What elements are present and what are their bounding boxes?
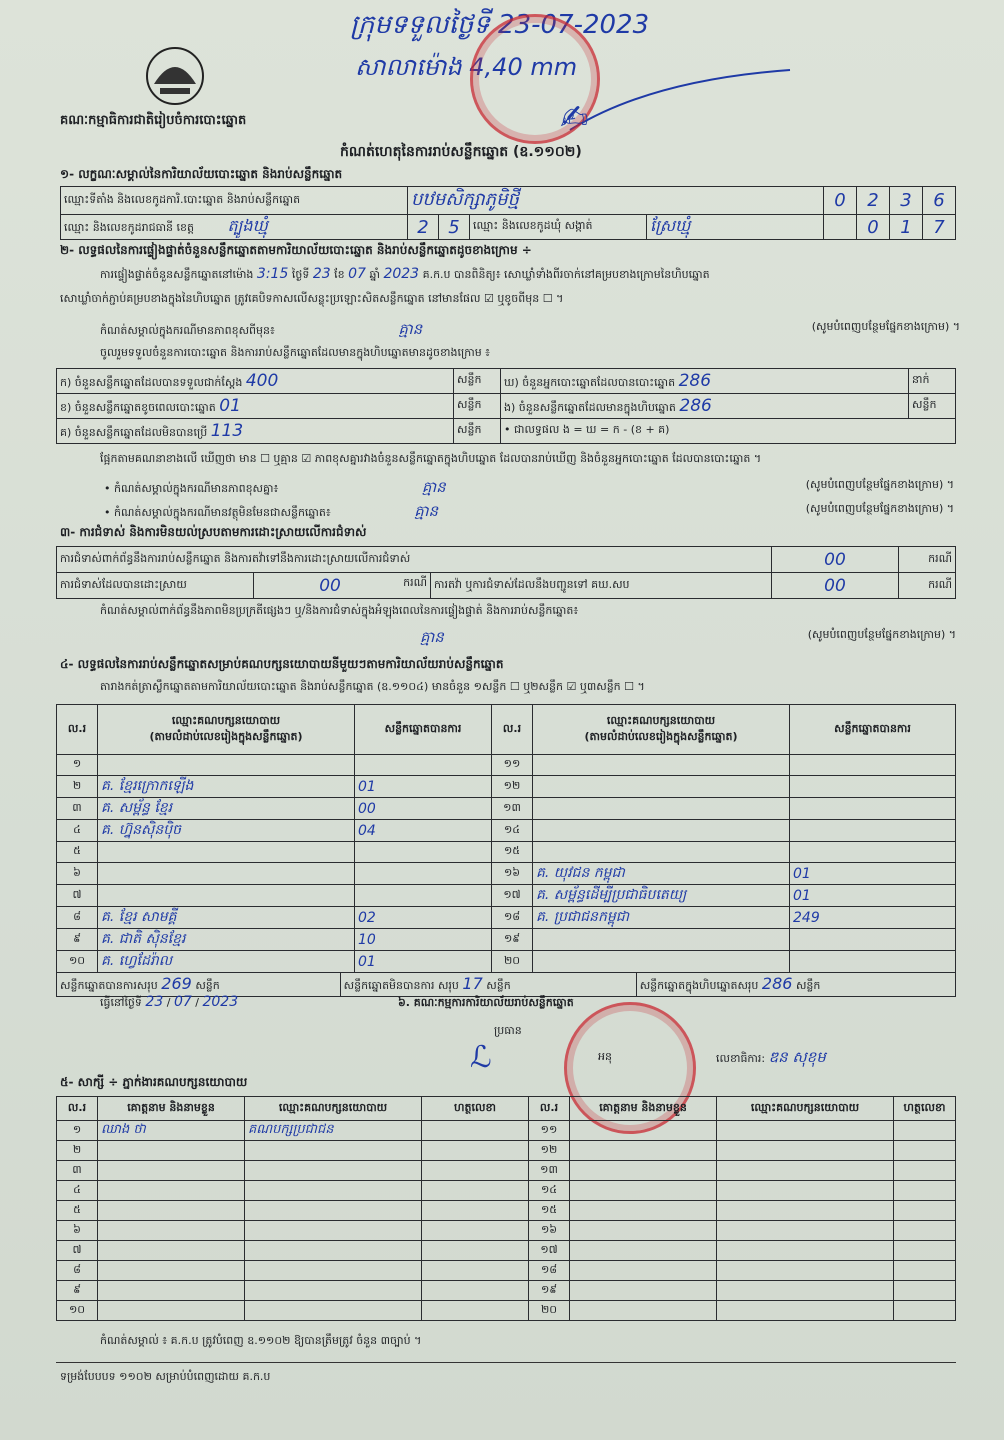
- table-row: [57, 755, 956, 776]
- row-no: ១២: [529, 1141, 570, 1161]
- footer-divider: [56, 1362, 956, 1363]
- witness-col-no: ល.រ: [529, 1097, 570, 1121]
- member-label: អនុ: [598, 1050, 612, 1063]
- table-row: [57, 842, 956, 863]
- party-name: គ. ខ្មែរ សាមគ្គី: [98, 907, 355, 929]
- commune-code-digit: 7: [923, 215, 956, 240]
- col-no: ល.រ: [57, 705, 98, 755]
- party-name: [98, 755, 355, 776]
- month-value: 07: [348, 266, 366, 282]
- table-row: [57, 1121, 956, 1141]
- col-party-sub: (តាមលំដាប់លេខរៀងក្នុងសន្លឹកឆ្នោត): [149, 729, 303, 743]
- handwritten-received-date: ក្រុមទទួលថ្ងៃទី 23-07-2023: [350, 10, 650, 40]
- row-no: ១៥: [492, 842, 533, 863]
- row-no: ១៣: [529, 1161, 570, 1181]
- witness-party: [245, 1201, 422, 1221]
- witness-party: [717, 1221, 894, 1241]
- witness-name: [98, 1161, 245, 1181]
- witness-signature: [894, 1241, 956, 1261]
- section1-title: ១- លក្ខណៈសម្គាល់នៃការិយាល័យបោះឆ្នោត និងរាប់សន្លឹកឆ្នោត: [60, 167, 343, 181]
- bullet2-suffix: (សូមបំពេញបន្ថែមផ្នែកខាងក្រោម) ។: [805, 502, 954, 515]
- row-no: ៤: [57, 1181, 98, 1201]
- count-unit: សន្លឹក: [454, 419, 501, 444]
- vote-count: 249: [790, 907, 956, 929]
- witness-col-name: គោត្តនាម និងនាមខ្លួន: [98, 1097, 245, 1121]
- witness-party: [245, 1181, 422, 1201]
- province-code-digit: 5: [439, 215, 470, 240]
- table-row: [57, 1221, 956, 1241]
- objections-table: [56, 546, 956, 599]
- province-label-text: ឈ្មោះ និងលេខកូដរាជធានី ខេត្ត: [64, 221, 194, 234]
- section2-line1-rest: គ.ក.ប បានពិនិត្យ៖ សោឃ្លាំទាំងពីរចាក់នៅគម្របខាងក្រោមនៃហិបឆ្នោត: [422, 268, 710, 281]
- unit-label: សន្លឹក: [486, 979, 511, 992]
- party-name: [533, 951, 790, 973]
- table-row: [57, 929, 956, 951]
- row-no: ១៨: [492, 907, 533, 929]
- party-name: [533, 798, 790, 820]
- row-no: ៧: [57, 885, 98, 907]
- irregularities-note-suffix: (សូមបំពេញបន្ថែមផ្នែកខាងក្រោម) ។: [807, 628, 956, 641]
- unit-label: សន្លឹក: [195, 979, 220, 992]
- row-no: ១៩: [529, 1281, 570, 1301]
- note1-row: [100, 320, 960, 342]
- row-no: ១១: [529, 1121, 570, 1141]
- count-formula: • ជាលទ្ធផល ង = ឃ = ក - (ខ + គ): [501, 419, 956, 444]
- row-no: ១៨: [529, 1261, 570, 1281]
- section5-title: ៥- សាក្សី ÷ ភ្នាក់ងារគណបក្សនយោបាយ: [60, 1075, 248, 1089]
- note1-label: កំណត់សម្គាល់ក្នុងករណីមានភាពខុសពីមុន៖: [100, 324, 275, 337]
- table-row: [57, 1201, 956, 1221]
- section4-title: ៤- លទ្ធផលនៃការរាប់សន្លឹកឆ្នោតសម្រាប់គណបក្សនយោបាយនីមួយៗតាមការិយាល័យរាប់សន្លឹកឆ្នោត: [60, 657, 504, 671]
- objections-row1-label: ការជំទាស់ពាក់ព័ន្ធនឹងការរាប់សន្លឹកឆ្នោត និងការតវ៉ាទៅនឹងការដោះស្រាយលើការជំទាស់: [57, 547, 772, 573]
- time-value: 3:15: [256, 266, 289, 282]
- table-row: [57, 1161, 956, 1181]
- commune-code-digit: 1: [890, 215, 923, 240]
- count-label: ខ) ចំនួនសន្លឹកឆ្នោតខូចពេលបោះឆ្នោត: [60, 400, 216, 414]
- chair-signature: ℒ: [470, 1040, 492, 1075]
- witness-name: [570, 1221, 717, 1241]
- table-row: [57, 776, 956, 798]
- section2-title: ២- លទ្ធផលនៃការផ្ទៀងផ្ទាត់ចំនួនសន្លឹកឆ្នោតតាមការិយាល័យបោះឆ្នោត និងរាប់សន្លឹកឆ្នោតដូចខាងក្រោម ÷: [60, 243, 532, 257]
- row-no: ១២: [492, 776, 533, 798]
- witness-signature: [422, 1181, 529, 1201]
- party-name: [98, 863, 355, 885]
- witness-name: [570, 1301, 717, 1321]
- row-no: ៥: [57, 1201, 98, 1221]
- total-box-value: 286: [761, 974, 793, 993]
- resolved-value: 00: [319, 575, 341, 596]
- row-no: ៨: [57, 1261, 98, 1281]
- table-row: [57, 885, 956, 907]
- witness-signature: [894, 1121, 956, 1141]
- day-label: ថ្ងៃទី: [291, 268, 310, 281]
- table-row: [57, 798, 956, 820]
- nec-logo-icon: [140, 44, 210, 108]
- witness-party: [717, 1261, 894, 1281]
- witness-signature: [894, 1201, 956, 1221]
- witness-signature: [422, 1161, 529, 1181]
- row-no: ២០: [492, 951, 533, 973]
- total-invalid: [340, 973, 636, 997]
- table-row: [57, 1301, 956, 1321]
- row-no: ១៤: [492, 820, 533, 842]
- section4-intro: តារាងកត់ត្រាស្លឹកឆ្នោតតាមការិយាល័យបោះឆ្នោត និងរាប់សន្លឹកឆ្នោត (ឧ.១១០៤) មានចំនួន ១សន្លឹក ☐ ឬ២សន្លឹក ☑ ឬ៣សន្លឹក ☐ ។: [100, 680, 645, 693]
- witness-col-sign: ហត្ថលេខា: [894, 1097, 956, 1121]
- footer-text: ទម្រង់បែបបទ ១១០២ សម្រាប់បំពេញដោយ គ.ក.ប: [60, 1370, 271, 1383]
- party-name: គ. ជាតិ ស៊ិនខ្មែរ: [98, 929, 355, 951]
- objections-row2-label: ការជំទាស់ដែលបានដោះស្រាយ: [57, 573, 254, 599]
- witness-name: [98, 1181, 245, 1201]
- row-no: ១០: [57, 951, 98, 973]
- count-label: ង) ចំនួនសន្លឹកឆ្នោតដែលមានក្នុងហិបឆ្នោត: [504, 400, 676, 414]
- commune-value: ស្រែឃ្មុំ: [647, 215, 824, 240]
- witness-name: [570, 1281, 717, 1301]
- total-valid: [57, 973, 341, 997]
- witness-signature: [422, 1221, 529, 1241]
- count-row-spoiled: [57, 394, 454, 419]
- location-label: ឈ្មោះទីតាំង និងលេខកូដការិ.បោះឆ្នោត និងរាប់សន្លឹកឆ្នោត: [61, 187, 408, 215]
- witness-name: ឈាង ថា: [98, 1121, 245, 1141]
- table-row: [57, 820, 956, 842]
- col-no: ល.រ: [492, 705, 533, 755]
- made-on-label: ធ្វើនៅថ្ងៃទី: [100, 996, 142, 1009]
- count-unit: នាក់: [909, 369, 956, 394]
- table-row: [57, 907, 956, 929]
- bullet1-suffix: (សូមបំពេញបន្ថែមផ្នែកខាងក្រោម) ។: [805, 478, 954, 491]
- col-party-title: ឈ្មោះគណបក្សនយោបាយ: [171, 713, 281, 727]
- total-valid-value: 269: [161, 974, 192, 993]
- witness-name: [570, 1201, 717, 1221]
- made-day: 23: [145, 994, 164, 1010]
- witness-signature: [894, 1261, 956, 1281]
- row-no: ២: [57, 1141, 98, 1161]
- case-label: ករណី: [899, 547, 956, 573]
- witness-col-party: ឈ្មោះគណបក្សនយោបាយ: [717, 1097, 894, 1121]
- handwritten-signature-top: ✍: [560, 98, 589, 138]
- witness-signature: [894, 1281, 956, 1301]
- count-label: ឃ) ចំនួនអ្នកបោះឆ្នោតដែលបានបោះឆ្នោត: [504, 375, 676, 389]
- col-party: [533, 705, 790, 755]
- party-name: គ. ប្រជាជនកម្ពុជា: [533, 907, 790, 929]
- total-invalid-value: 17: [462, 974, 483, 993]
- col-party: [98, 705, 355, 755]
- count-value: 286: [679, 395, 712, 416]
- row-no: ១៧: [492, 885, 533, 907]
- vote-count: 01: [790, 885, 956, 907]
- table-row: [57, 1141, 956, 1161]
- table-row: [57, 1261, 956, 1281]
- province-code-digit: 2: [408, 215, 439, 240]
- counts-intro: ចូលរួមទទួលចំនួនការបោះឆ្នោត និងការរាប់សន្លឹកឆ្នោតដែលមានក្នុងហិបឆ្នោតមានដូចខាងក្រោម ៖: [100, 346, 491, 359]
- year-value: 2023: [383, 266, 420, 282]
- witness-name: [98, 1301, 245, 1321]
- made-on-row: ធ្វើនៅថ្ងៃទី 23 / 07 / 2023: [100, 994, 239, 1010]
- made-month: 07: [173, 994, 192, 1010]
- row-no: ១៦: [529, 1221, 570, 1241]
- witness-signature: [894, 1221, 956, 1241]
- secretary-row: [716, 1048, 826, 1070]
- row-no: ១: [57, 755, 98, 776]
- witness-party: [245, 1161, 422, 1181]
- row-no: ៨: [57, 907, 98, 929]
- witness-name: [570, 1181, 717, 1201]
- row-no: ៦: [57, 863, 98, 885]
- row-no: ៦: [57, 1221, 98, 1241]
- vote-count: [790, 798, 956, 820]
- row-no: ៤: [57, 820, 98, 842]
- count-value: 01: [219, 395, 241, 416]
- witness-signature: [422, 1201, 529, 1221]
- witness-party: [717, 1201, 894, 1221]
- row-no: ៣: [57, 798, 98, 820]
- party-name: [533, 842, 790, 863]
- row-no: ៥: [57, 842, 98, 863]
- vote-count: [790, 755, 956, 776]
- party-name: [533, 776, 790, 798]
- location-code-digit: 3: [890, 187, 923, 215]
- count-label: គ) ចំនួនសន្លឹកឆ្នោតដែលមិនបានប្រើ: [60, 425, 208, 439]
- party-name: គ. សម្ព័ន្ធ ខ្មែរ: [98, 798, 355, 820]
- total-valid-label: សន្លឹកឆ្នោតបានការសរុប: [60, 979, 158, 992]
- vote-count: [355, 755, 492, 776]
- vote-count: [790, 820, 956, 842]
- vote-count: 02: [355, 907, 492, 929]
- col-party-title: ឈ្មោះគណបក្សនយោបាយ: [606, 713, 716, 727]
- footnote: កំណត់សម្គាល់ ៖ គ.ក.ប ត្រូវបំពេញ ឧ.១១០២ ឱ្យបានត្រឹមត្រូវ ចំនួន ៣ច្បាប់ ។: [100, 1334, 422, 1347]
- case-label: ករណី: [403, 575, 427, 589]
- count-unit: សន្លឹក: [909, 394, 956, 419]
- witness-signature: [422, 1141, 529, 1161]
- row-no: ១១: [492, 755, 533, 776]
- table-row: [57, 1181, 956, 1201]
- results-table-wrapper: [56, 704, 956, 997]
- witness-party: [717, 1241, 894, 1261]
- witness-signature: [894, 1301, 956, 1321]
- bullet2-label: • កំណត់សម្គាល់ក្នុងករណីមានវត្ថុមិនមែនជាសន្លឹកឆ្នោត៖: [104, 506, 331, 519]
- count-row-in-box: [501, 394, 909, 419]
- case-label: ករណី: [899, 573, 956, 599]
- total-box-label: សន្លឹកឆ្នោតក្នុងហិបឆ្នោតសរុប: [639, 979, 759, 992]
- vote-count: 01: [355, 776, 492, 798]
- unit-label: សន្លឹក: [795, 979, 821, 992]
- irregularities-note-row: [60, 628, 956, 650]
- row-no: ២០: [529, 1301, 570, 1321]
- witness-name: [98, 1261, 245, 1281]
- witness-party: [717, 1141, 894, 1161]
- witness-party: គណបក្សប្រជាជន: [245, 1121, 422, 1141]
- location-value: បឋមសិក្សាភូមិថ្មី: [408, 187, 824, 215]
- row-no: ១៩: [492, 929, 533, 951]
- row-no: ២: [57, 776, 98, 798]
- count-label: ក) ចំនួនសន្លឹកឆ្នោតដែលបានទទួលជាក់ស្តែង: [60, 375, 243, 389]
- difference-check-line: ផ្អែកតាមគណនាខាងលើ ឃើញថា មាន ☐ ឬគ្មាន ☑ ភាពខុសគ្នារវាងចំនួនសន្លឹកឆ្នោតក្នុងហិបឆ្នោត ដែលបានរាប់ឃើញ និងចំនួនអ្នកបោះឆ្នោត ដែលបានបោះឆ្នោត ។: [100, 452, 762, 465]
- witness-party: [717, 1181, 894, 1201]
- irregularities-note-label: កំណត់សម្គាល់ពាក់ព័ន្ធនឹងភាពមិនប្រក្រតីផ្សេងៗ ឬ/និងការជំទាស់ក្នុងអំឡុងពេលនៃការផ្ទៀងផ្ទាត់ និងការរាប់សន្លឹកឆ្នោត៖: [100, 604, 579, 617]
- day-value: 23: [312, 266, 331, 282]
- witness-name: [98, 1221, 245, 1241]
- row-no: ១៣: [492, 798, 533, 820]
- row-no: ១៤: [529, 1181, 570, 1201]
- results-table: [56, 704, 956, 973]
- party-name: គ. ហ្វ៊ុនស៊ិនប៉ិច: [98, 820, 355, 842]
- witness-name: [570, 1241, 717, 1261]
- witness-party: [717, 1281, 894, 1301]
- year-label: ឆ្នាំ: [369, 268, 380, 281]
- row-no: ៩: [57, 1281, 98, 1301]
- vote-count: [355, 842, 492, 863]
- row-no: ១០: [57, 1301, 98, 1321]
- party-name: គ. សម្ព័ន្ធដើម្បីប្រជាធិបតេយ្យ: [533, 885, 790, 907]
- vote-count: [790, 929, 956, 951]
- witness-signature: [422, 1281, 529, 1301]
- location-code-digit: 0: [824, 187, 857, 215]
- party-name: [533, 755, 790, 776]
- row-no: ៩: [57, 929, 98, 951]
- row-no: ១៥: [529, 1201, 570, 1221]
- witness-party: [245, 1261, 422, 1281]
- witness-party: [245, 1281, 422, 1301]
- witness-name: [570, 1161, 717, 1181]
- section3-title: ៣- ការជំទាស់ និងការមិនយល់ស្របតាមការដោះស្រាយលើការជំទាស់: [60, 525, 367, 539]
- witness-party: [245, 1221, 422, 1241]
- row-no: ៣: [57, 1161, 98, 1181]
- committee-label: ៦. គណៈកម្មការការិយាល័យរាប់សន្លឹកឆ្នោត: [398, 996, 574, 1009]
- count-value: 400: [245, 370, 279, 391]
- row-no: ១៧: [529, 1241, 570, 1261]
- witness-signature: [894, 1161, 956, 1181]
- table-row: [57, 863, 956, 885]
- witness-party: [245, 1301, 422, 1321]
- total-invalid-label: សន្លឹកឆ្នោតមិនបានការ សរុប: [343, 979, 459, 992]
- witness-party: [245, 1241, 422, 1261]
- witness-table: [56, 1096, 956, 1321]
- bullet2-value: គ្មាន: [414, 502, 439, 520]
- table-row: [57, 951, 956, 973]
- col-votes: សន្លឹកឆ្នោតបានការ: [790, 705, 956, 755]
- witness-signature: [422, 1121, 529, 1141]
- party-name: [98, 885, 355, 907]
- party-name: គ. ខ្មែរក្រោកឡើង: [98, 776, 355, 798]
- month-label: ខែ: [334, 268, 345, 281]
- count-value: 286: [678, 370, 712, 391]
- witness-name: [98, 1241, 245, 1261]
- witness-name: [570, 1141, 717, 1161]
- witness-signature: [894, 1141, 956, 1161]
- note1-value: គ្មាន: [398, 320, 423, 338]
- count-unit: សន្លឹក: [454, 369, 501, 394]
- commune-label: ឈ្មោះ និងលេខកូដឃុំ សង្កាត់: [470, 215, 647, 240]
- chair-label: ប្រធាន: [494, 1024, 522, 1037]
- party-name: គ. យុវជន កម្ពុជា: [533, 863, 790, 885]
- bullet2-row: [104, 502, 954, 524]
- witness-signature: [422, 1241, 529, 1261]
- commune-code-digit: 0: [857, 215, 890, 240]
- col-party-sub: (តាមលំដាប់លេខរៀងក្នុងសន្លឹកឆ្នោត): [584, 729, 738, 743]
- witness-name: [98, 1281, 245, 1301]
- section2-line2: សោឃ្លាំចាក់ភ្ជាប់គម្របខាងក្នុងនៃហិបឆ្នោត ត្រូវគេបិទកាសលើសន្លុះប្រឡោះសិតសន្លឹកឆ្នោត នៅមានផែល ☑ ឬខូចពីមុន ☐ ។: [60, 292, 564, 305]
- location-code-digit: 2: [857, 187, 890, 215]
- row-no: ១: [57, 1121, 98, 1141]
- irregularities-note-value: គ្មាន: [420, 628, 444, 646]
- party-name: [533, 820, 790, 842]
- bullet1-label: • កំណត់សម្គាល់ក្នុងករណីមានភាពខុសគ្នា៖: [104, 482, 279, 495]
- table-row: [57, 1241, 956, 1261]
- witness-col-no: ល.រ: [57, 1097, 98, 1121]
- count-row-unused: [57, 419, 454, 444]
- handwritten-received-time: សាលាម៉ោង 4,40 mm: [355, 53, 578, 81]
- counts-table: [56, 368, 956, 444]
- location-code-digit: 6: [923, 187, 956, 215]
- forwarded-label: ការតវ៉ា ឬការជំទាស់ដែលនឹងបញ្ជូនទៅ គឃ.សប: [431, 573, 772, 599]
- made-year: 2023: [202, 994, 239, 1010]
- secretary-label: លេខាធិការ:: [716, 1052, 766, 1065]
- col-votes: សន្លឹកឆ្នោតបានការ: [355, 705, 492, 755]
- vote-count: [790, 842, 956, 863]
- count-row-received: [57, 369, 454, 394]
- witness-col-party: ឈ្មោះគណបក្សនយោបាយ: [245, 1097, 422, 1121]
- table-row: [57, 1281, 956, 1301]
- party-name: គ. ហ្វេដែរ៉ាល: [98, 951, 355, 973]
- witness-party: [245, 1141, 422, 1161]
- province-label: [61, 215, 408, 240]
- row-no: ៧: [57, 1241, 98, 1261]
- vote-count: [790, 951, 956, 973]
- note1-suffix: (សូមបំពេញបន្ថែមផ្នែកខាងក្រោម) ។: [811, 320, 960, 333]
- vote-count: [790, 776, 956, 798]
- total-box: [636, 973, 955, 997]
- objections-row1-value: 00: [772, 547, 899, 573]
- vote-count: 01: [355, 951, 492, 973]
- witness-name: [570, 1121, 717, 1141]
- section2-line1: [100, 266, 960, 284]
- objections-row2-value: [254, 573, 431, 599]
- org-name: គណៈកម្មាធិការជាតិរៀបចំការបោះឆ្នោត: [60, 113, 247, 128]
- vote-count: [355, 863, 492, 885]
- witness-signature: [422, 1261, 529, 1281]
- witness-name: [98, 1141, 245, 1161]
- bullet1-value: គ្មាន: [421, 478, 446, 496]
- count-value: 113: [210, 420, 244, 441]
- bullet1-row: [104, 478, 954, 500]
- count-row-voters: [501, 369, 909, 394]
- witness-party: [717, 1121, 894, 1141]
- party-name: [98, 842, 355, 863]
- witness-col-name: គោត្តនាម និងនាមខ្លួន: [570, 1097, 717, 1121]
- vote-count: 10: [355, 929, 492, 951]
- form-title: កំណត់ហេតុនៃការរាប់សន្លឹកឆ្នោត (ឧ.១១០២): [340, 144, 582, 160]
- party-name: [533, 929, 790, 951]
- province-value: ត្បូងឃ្មុំ: [227, 216, 268, 235]
- witness-signature: [894, 1181, 956, 1201]
- vote-count: 04: [355, 820, 492, 842]
- forwarded-value: 00: [772, 573, 899, 599]
- witness-party: [717, 1161, 894, 1181]
- row-no: ១៦: [492, 863, 533, 885]
- witness-signature: [422, 1301, 529, 1321]
- witness-name: [98, 1201, 245, 1221]
- witness-party: [717, 1301, 894, 1321]
- time-label: ការផ្ទៀងផ្ទាត់ចំនួនសន្លឹកឆ្នោតនៅម៉ោង: [100, 268, 254, 281]
- count-unit: សន្លឹក: [454, 394, 501, 419]
- vote-count: [355, 885, 492, 907]
- witness-col-sign: ហត្ថលេខា: [422, 1097, 529, 1121]
- section1-table: [60, 186, 956, 240]
- vote-count: 00: [355, 798, 492, 820]
- vote-count: 01: [790, 863, 956, 885]
- witness-name: [570, 1261, 717, 1281]
- secretary-name: ឌន សុខុម: [768, 1048, 826, 1066]
